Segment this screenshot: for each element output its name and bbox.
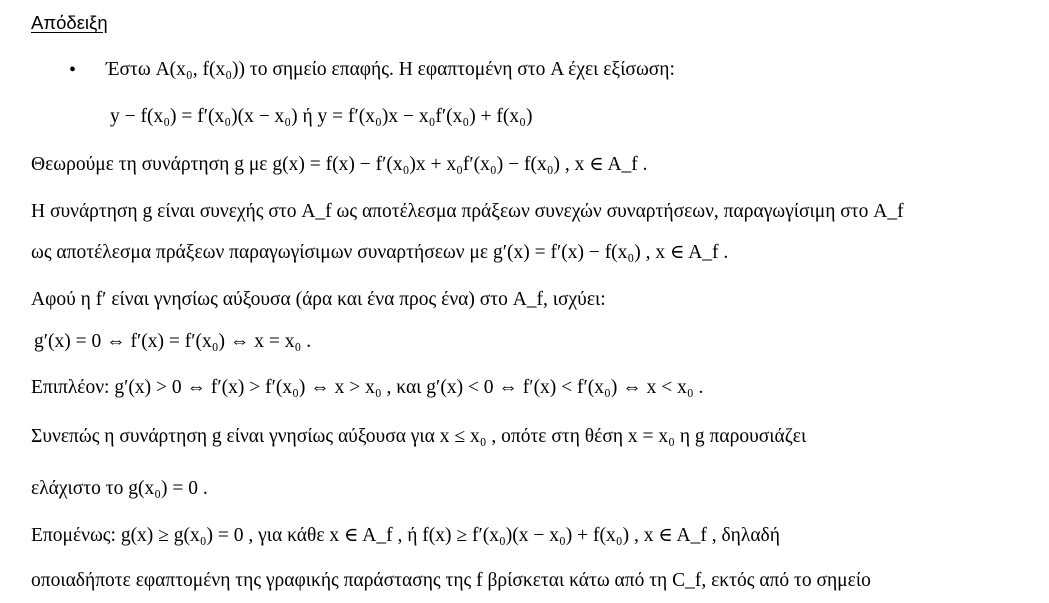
proof-line-11: Επομένως: g(x) ≥ g(x₀) = 0 , για κάθε x ∈ A_f , ή f(x) ≥ f′(x₀)(x − x₀) + f(x₀) , x ∈ A_f , δηλαδή <box>31 525 780 546</box>
tangent-equation: y − f(x₀) = f′(x₀)(x − x₀) ή y = f′(x₀)x − x₀f′(x₀) + f(x₀) <box>110 106 533 127</box>
proof-line-12: οποιαδήποτε εφαπτομένη της γραφικής παράστασης της f βρίσκεται κάτω από τη C_f, εκτός από το σημείο <box>31 570 871 591</box>
proof-line-7: g′(x) = 0 ⇔ f′(x) = f′(x₀) ⇔ x = x₀ . <box>34 331 312 352</box>
proof-line-9: Συνεπώς η συνάρτηση g είναι γνησίως αύξουσα για x ≤ x₀ , οπότε στη θέση x = x₀ η g παρουσιάζει <box>31 426 807 447</box>
bullet-icon: • <box>69 59 77 81</box>
proof-line-8: Επιπλέον: g′(x) > 0 ⇔ f′(x) > f′(x₀) ⇔ x > x₀ , και g′(x) < 0 ⇔ f′(x) < f′(x₀) ⇔ x < x₀ . <box>31 377 704 398</box>
proof-line-3: Θεωρούμε τη συνάρτηση g με g(x) = f(x) − f′(x₀)x + x₀f′(x₀) − f(x₀) , x ∈ A_f . <box>31 154 648 175</box>
proof-line-6: Αφού η f′ είναι γνησίως αύξουσα (άρα και ένα προς ένα) στο A_f, ισχύει: <box>31 289 606 310</box>
proof-line-1: Έστω A(x₀, f(x₀)) το σημείο επαφής. Η εφαπτομένη στο A έχει εξίσωση: <box>106 59 675 80</box>
proof-title: Απόδειξη <box>31 12 108 33</box>
proof-line-5: ως αποτέλεσμα πράξεων παραγωγίσιμων συναρτήσεων με g′(x) = f′(x) − f(x₀) , x ∈ A_f . <box>31 242 729 263</box>
proof-line-4: Η συνάρτηση g είναι συνεχής στο A_f ως αποτέλεσμα πράξεων συνεχών συναρτήσεων, παραγωγίσιμη στο A_f <box>31 201 904 222</box>
proof-line-10: ελάχιστο το g(x₀) = 0 . <box>31 478 208 499</box>
